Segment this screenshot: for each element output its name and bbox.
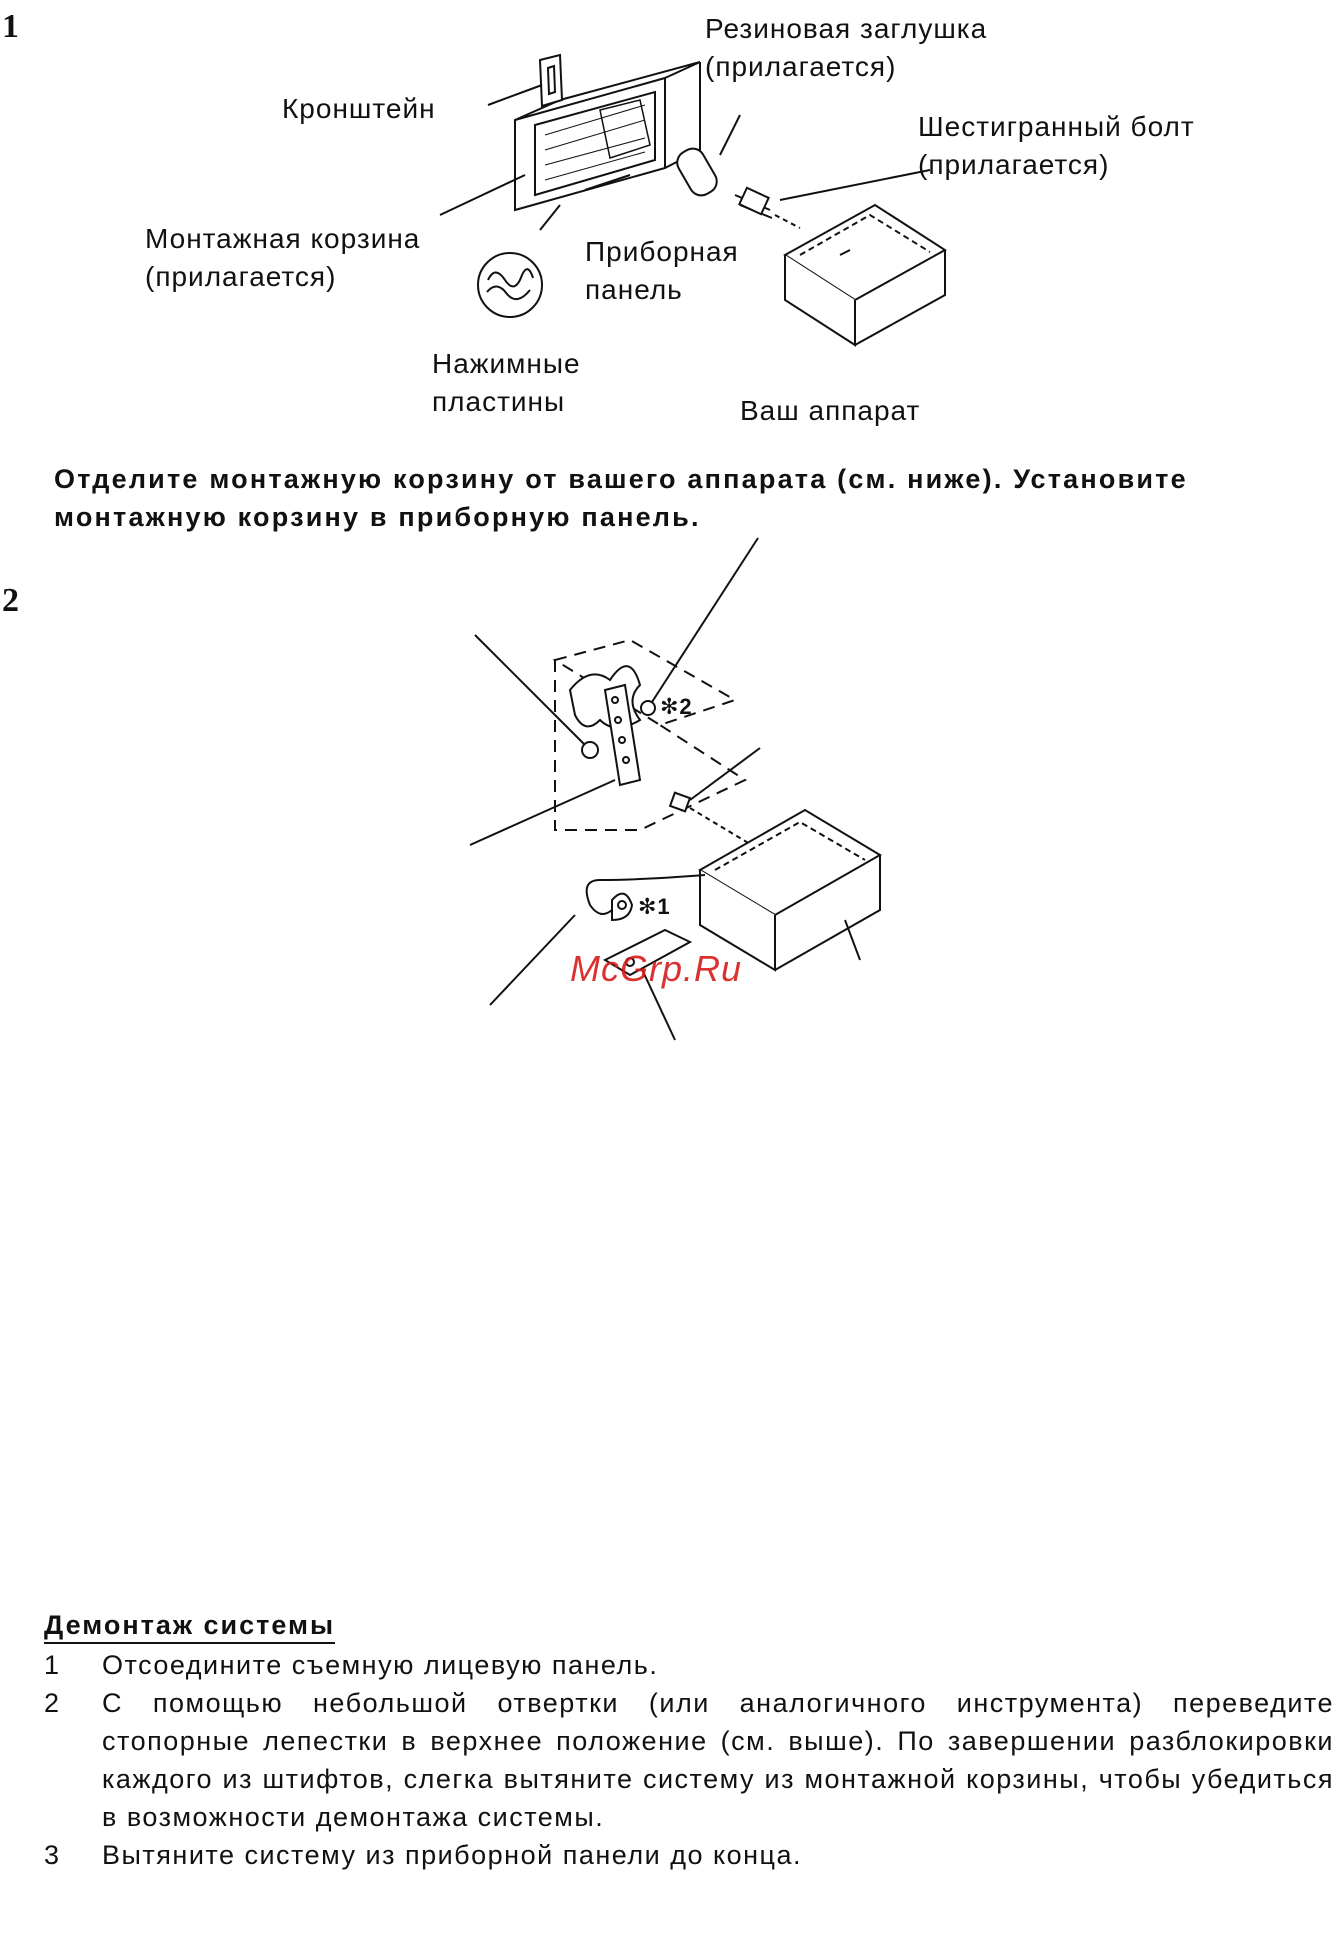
label-rubber-plug [705,10,987,86]
removal-step [44,1836,1334,1874]
watermark: McGrp.Ru [570,948,743,989]
removal-step-text: Вытяните систему из приборной панели до конца. [102,1840,802,1870]
removal-section [44,1610,1334,1874]
step-2-number: 2 [2,582,19,619]
label-press-tabs-line2: пластины [432,386,566,417]
label-rubber-plug-line2: (прилагается) [705,51,897,82]
removal-step [44,1646,1334,1684]
label-dashboard [585,233,739,309]
label-hex-bolt-line1: Шестигранный болт [918,111,1195,142]
removal-step [44,1684,1334,1836]
label-press-tabs-line1: Нажимные [432,348,581,379]
label-hex-bolt [918,108,1195,184]
removal-step-number: 1 [44,1650,61,1680]
removal-step-text: Отсоедините съемную лицевую панель. [102,1650,659,1680]
step-1-instruction [54,460,1324,536]
label-your-unit: Ваш аппарат [740,395,921,426]
label-dashboard-line1: Приборная [585,236,739,267]
removal-step-number: 3 [44,1840,61,1870]
removal-step-number: 2 [44,1688,61,1718]
label-mounting-sleeve-line2: (прилагается) [145,261,337,292]
label-mounting-sleeve-line1: Монтажная корзина [145,223,421,254]
removal-step-text: С помощью небольшой отвертки (или аналогичного инструмента) переведите стопорные лепестки в верхнее положение (см. выше). По завершении разблокировки каждого из штифтов, слегка вытяните систему из монтажной корзины, чтобы убедиться в возможности демонтажа системы. [102,1688,1334,1832]
label-rubber-plug-line1: Резиновая заглушка [705,13,988,44]
label-press-tabs [432,345,581,421]
mark-asterisk-1: ✻1 [638,894,671,919]
label-mounting-sleeve [145,220,420,296]
instruction-line-2: монтажную корзину в приборную панель. [54,502,701,532]
step-1-number: 1 [2,8,19,45]
removal-title: Демонтаж системы [44,1610,335,1644]
label-hex-bolt-line2: (прилагается) [918,149,1110,180]
label-bracket: Кронштейн [282,93,436,124]
mark-asterisk-2: ✻2 [660,694,693,719]
instruction-line-1: Отделите монтажную корзину от вашего аппарата (см. ниже). Установите [54,464,1188,494]
label-dashboard-line2: панель [585,274,683,305]
